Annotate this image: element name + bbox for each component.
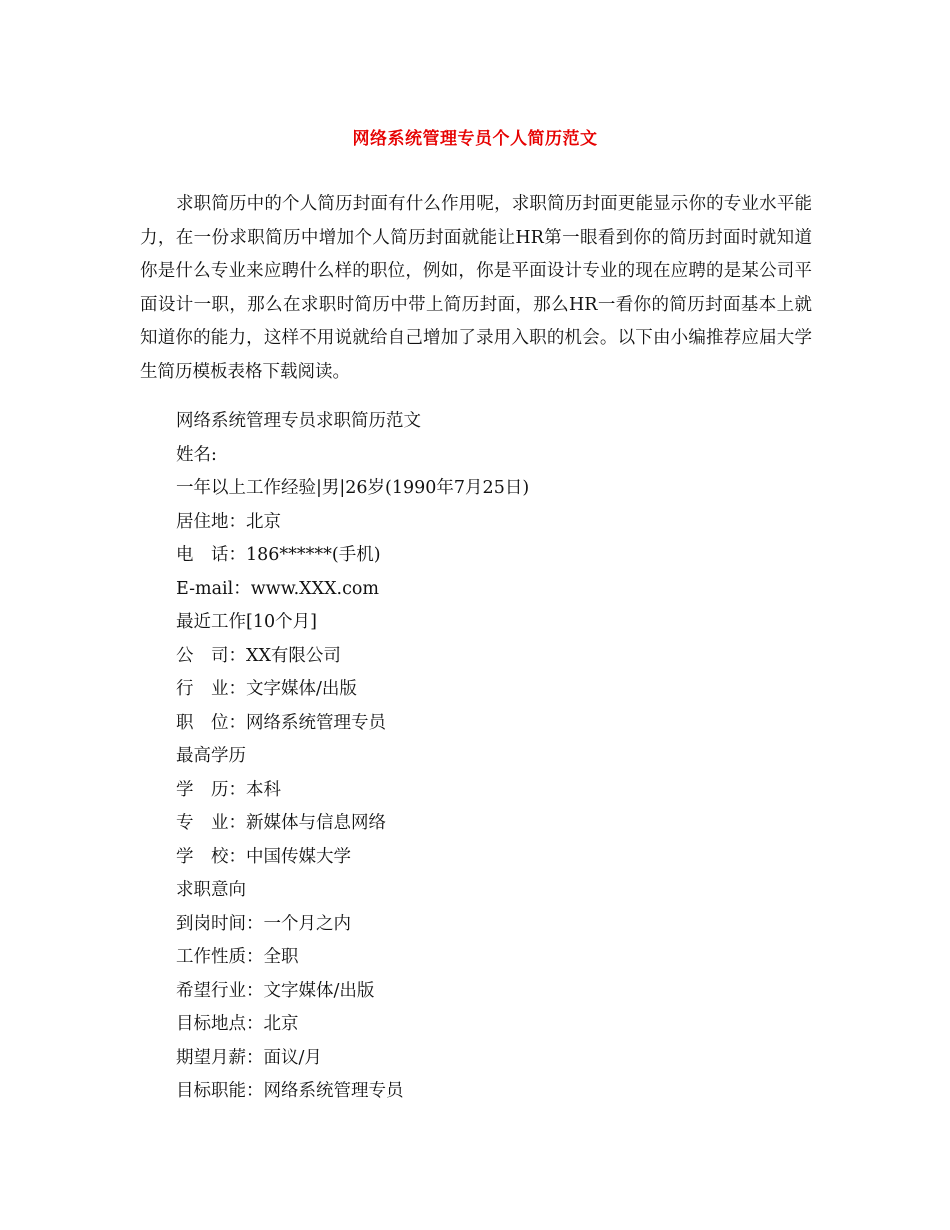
resume-line-start-time: 到岗时间：一个月之内 [176, 913, 351, 934]
resume-line-email: E-mail：www.XXX.com [176, 578, 380, 599]
resume-line-position: 职 位：网络系统管理专员 [176, 712, 386, 733]
resume-line-job-type: 工作性质：全职 [176, 947, 299, 967]
section-heading-recent-work: 最近工作[10个月] [176, 612, 317, 632]
resume-line-name: 姓名: [176, 444, 217, 465]
section-heading-education: 最高学历 [176, 746, 246, 766]
resume-line-target-location: 目标地点：北京 [176, 1014, 299, 1034]
resume-line-desired-industry: 希望行业：文字媒体/出版 [176, 980, 375, 1001]
section-heading-job-intention: 求职意向 [176, 880, 246, 900]
resume-line-target-function: 目标职能：网络系统管理专员 [176, 1081, 404, 1101]
resume-line-industry: 行 业：文字媒体/出版 [176, 679, 357, 699]
resume-line-experience: 一年以上工作经验|男|26岁(1990年7月25日) [176, 478, 530, 498]
resume-lines [176, 405, 816, 1109]
intro-paragraph: 求职简历中的个人简历封面有什么作用呢，求职简历封面更能显示你的专业水平能力，在一份求职简历中增加个人简历封面就能让HR第一眼看到你的简历封面时就知道你是什么专业来应聘什么样的职位，例如，你是平面设计专业的现在应聘的是某公司平面设计一职，那么在求职时简历中带上简历封面，那么HR一看你的简历封面基本上就知道你的能力，这样不用说就给自己增加了录用入职的机会。以下由小编推荐应届大学生简历模板表格下载阅读。 [140, 194, 812, 382]
resume-line-school: 学 校：中国传媒大学 [176, 846, 351, 867]
document-title: 网络系统管理专员个人简历范文 [352, 129, 598, 149]
resume-line-degree: 学 历：本科 [176, 779, 281, 800]
resume-line-residence: 居住地：北京 [176, 511, 281, 532]
resume-line-major: 专 业：新媒体与信息网络 [176, 813, 386, 833]
resume-line-expected-salary: 期望月薪：面议/月 [176, 1047, 322, 1068]
resume-line-company: 公 司：XX有限公司 [176, 645, 341, 666]
resume-heading: 网络系统管理专员求职简历范文 [176, 411, 421, 431]
resume-line-phone: 电 话：186******(手机) [176, 545, 381, 565]
